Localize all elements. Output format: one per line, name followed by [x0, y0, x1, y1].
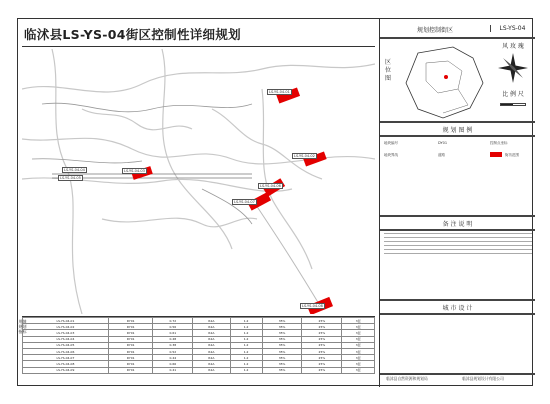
legend-entry: 地块编号 [384, 141, 398, 145]
legend-header: 规 划 图 例 [442, 127, 473, 134]
table-cell: LS-YS-04-05 [23, 342, 109, 348]
table-cell: 0.41 [153, 367, 193, 373]
planning-map[interactable] [22, 49, 375, 314]
table-cell: DY01 [108, 336, 152, 342]
table-cell: 3层 [342, 348, 375, 354]
indicator-table [22, 316, 375, 385]
plan-sheet [17, 18, 533, 386]
table-cell: 35% [262, 355, 302, 361]
block-code: LS-YS-04 [490, 25, 534, 32]
location-map [398, 43, 488, 121]
location-header: 规划控制街区 [416, 27, 453, 34]
divider [380, 121, 535, 123]
table-cell: 25% [302, 348, 342, 354]
plot-label: LS-YS-04-01 [269, 90, 290, 94]
divider [380, 313, 535, 315]
table-cell: R2A [193, 336, 230, 342]
table-cell: LS-YS-04-04 [23, 336, 109, 342]
table-row [23, 367, 375, 373]
table-cell: 0.52 [153, 348, 193, 354]
divider [380, 135, 535, 137]
table-cell: LS-YS-04-02 [23, 324, 109, 330]
table-cell: 1.2 [230, 336, 262, 342]
table-cell: 3层 [342, 318, 375, 324]
table-cell: 35% [262, 318, 302, 324]
table-cell: 35% [262, 330, 302, 336]
table-cell: 35% [262, 342, 302, 348]
table-cell: R2A [193, 324, 230, 330]
table-cell: 3层 [342, 342, 375, 348]
plot-label: LS-YS-04-05 [60, 176, 81, 180]
plot-label: LS-YS-04-02 [294, 154, 315, 158]
table-cell: 1.2 [230, 367, 262, 373]
side-panel [379, 19, 534, 387]
table-cell: 3层 [342, 324, 375, 330]
table-cell: R2A [193, 342, 230, 348]
table-cell: 1.2 [230, 348, 262, 354]
legend-entry: 地块界线 [384, 153, 398, 157]
scale-label: 比 例 尺 [502, 91, 524, 98]
table-cell: 35% [262, 367, 302, 373]
plot-label: LS-YS-04-06 [260, 184, 281, 188]
plot-swatch [490, 152, 502, 157]
table-cell: 0.61 [153, 330, 193, 336]
table-cell: 25% [302, 367, 342, 373]
location-label: 区 位 图 [384, 59, 391, 82]
table-cell: 25% [302, 361, 342, 367]
plot-label: LS-YS-04-04 [64, 168, 85, 172]
table-cell: 0.38 [153, 342, 193, 348]
map-canvas [22, 49, 375, 314]
legend-entry: 街坊范围 [505, 153, 519, 157]
table-cell: R2A [193, 348, 230, 354]
table-cell: 25% [302, 355, 342, 361]
table-cell: DY01 [108, 324, 152, 330]
table-cell: 1.2 [230, 355, 262, 361]
wind-label: 风 玫 瑰 [502, 43, 524, 50]
table-cell: 1.2 [230, 330, 262, 336]
table-cell: 3层 [342, 361, 375, 367]
notes-body [384, 233, 532, 257]
table-cell: LS-YS-04-06 [23, 348, 109, 354]
table-cell: LS-YS-04-03 [23, 330, 109, 336]
plot-label: LS-YS-04-08 [302, 304, 323, 308]
table-cell: 1.2 [230, 318, 262, 324]
table-cell: 25% [302, 330, 342, 336]
footer-right: 临沭县规划设计有限公司 [462, 376, 504, 381]
city-design-header: 城 市 设 计 [442, 305, 473, 312]
table-cell: DY01 [108, 318, 152, 324]
table-cell: DY01 [108, 361, 152, 367]
wind-rose-icon [498, 53, 528, 83]
table-cell: 0.56 [153, 324, 193, 330]
table-cell: 3层 [342, 336, 375, 342]
table-cell: R2A [193, 330, 230, 336]
table-cell: R2A [193, 367, 230, 373]
table-cell: 1.2 [230, 324, 262, 330]
page-title: 临沭县LS-YS-04街区控制性详细规划 [24, 27, 241, 42]
notes-header: 备 注 说 明 [442, 221, 473, 228]
legend-entry: 道路 [438, 153, 445, 157]
plot-label: LS-YS-04-07 [234, 200, 255, 204]
table-cell: 1.2 [230, 342, 262, 348]
plot-label: LS-YS-04-03 [124, 169, 145, 173]
table-cell: LS-YS-04-01 [23, 318, 109, 324]
table-cell: DY01 [108, 348, 152, 354]
table-cell: 25% [302, 342, 342, 348]
table-cell: 0.44 [153, 355, 193, 361]
divider [380, 373, 535, 375]
table-cell: 25% [302, 318, 342, 324]
divider [380, 215, 535, 217]
table-cell: 25% [302, 336, 342, 342]
table-cell: 35% [262, 336, 302, 342]
divider [380, 299, 535, 301]
table-cell: 0.72 [153, 318, 193, 324]
table-cell: LS-YS-04-08 [23, 361, 109, 367]
legend-entry: DY01 [438, 141, 448, 145]
footer-left: 临沭县自然资源和规划局 [386, 376, 428, 381]
table-cell: 0.66 [153, 361, 193, 367]
table-cell: 3层 [342, 355, 375, 361]
scale-bar [500, 103, 526, 106]
table-cell: DY01 [108, 355, 152, 361]
table-cell: R2A [193, 361, 230, 367]
table-cell: 1.2 [230, 361, 262, 367]
table-cell: R2A [193, 355, 230, 361]
table-cell: 35% [262, 348, 302, 354]
table-cell: DY01 [108, 330, 152, 336]
table-cell: 0.48 [153, 336, 193, 342]
title-divider [22, 46, 375, 47]
divider [380, 37, 535, 39]
road-network [22, 49, 375, 314]
table-cell: LS-YS-04-07 [23, 355, 109, 361]
table-cell: DY01 [108, 367, 152, 373]
table-cell: 25% [302, 324, 342, 330]
table-cell: 35% [262, 361, 302, 367]
table-cell: 3层 [342, 330, 375, 336]
legend-entry: 控制点坐标 [490, 141, 508, 145]
table-side-label: 用地规划指标 [18, 319, 27, 334]
table-cell: 35% [262, 324, 302, 330]
table-cell: 3层 [342, 367, 375, 373]
south-road [252, 199, 322, 309]
table-cell: LS-YS-04-09 [23, 367, 109, 373]
table-cell: R2A [193, 318, 230, 324]
divider [380, 229, 535, 231]
table-cell: DY01 [108, 342, 152, 348]
